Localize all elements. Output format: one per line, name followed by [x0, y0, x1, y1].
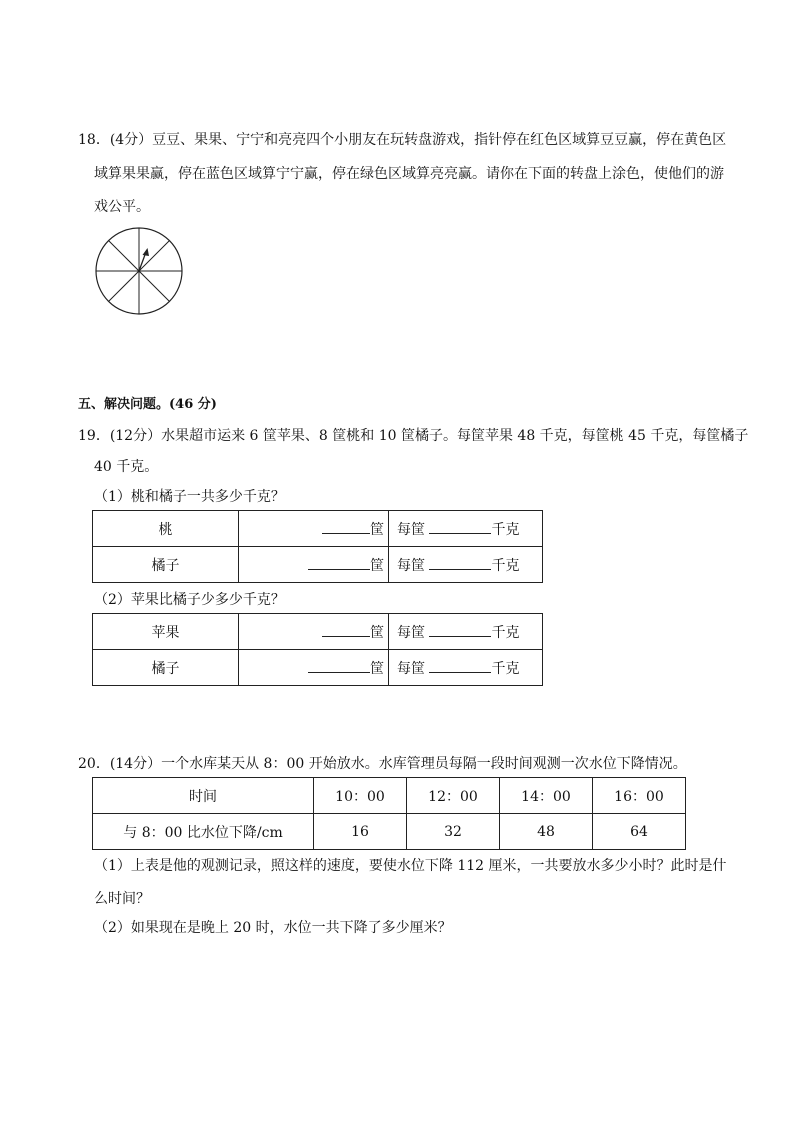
q18-line-2: 域算果果赢，停在蓝色区域算宁宁赢，停在绿色区域算亮亮赢。请你在下面的转盘上涂色，使他们的游 [94, 166, 724, 182]
weight-blank[interactable] [429, 519, 491, 534]
per-basket-label: 每筐 [397, 557, 425, 574]
q20-line-1: 20．(14分）一个水库某天从 8：00 开始放水。水库管理员每隔一段时间观测一次水位下降情况。 [78, 756, 687, 772]
q18-line-1: 18．(4分）豆豆、果果、宁宁和亮亮四个小朋友在玩转盘游戏，指针停在红色区域算豆豆赢，停在黄色区 [78, 132, 727, 148]
time-cell: 12：00 [407, 778, 500, 814]
fruit-name: 橘子 [93, 650, 239, 686]
time-cell: 16：00 [593, 778, 686, 814]
q19-part1-prompt: （1）桃和橘子一共多少千克？ [94, 489, 285, 505]
basket-unit: 筐 [370, 624, 384, 641]
basket-count-blank[interactable] [308, 658, 370, 673]
q20-part1-line-2: 么时间？ [94, 891, 150, 907]
value-cell: 16 [314, 814, 407, 850]
header-label: 时间 [93, 778, 314, 814]
table-header-row [93, 778, 686, 814]
weight-blank[interactable] [429, 658, 491, 673]
table-row [93, 614, 543, 650]
q19-line-2: 40 千克。 [94, 459, 159, 475]
per-basket-label: 每筐 [397, 624, 425, 641]
value-cell: 48 [500, 814, 593, 850]
table-row [93, 511, 543, 547]
per-basket-label: 每筐 [397, 521, 425, 538]
q19-line-1: 19．(12分）水果超市运来 6 筐苹果、8 筐桃和 10 筐橘子。每筐苹果 48 千克，每筐桃 45 千克，每筐橘子 [78, 428, 749, 444]
kg-unit: 千克 [491, 660, 520, 677]
table-row [93, 814, 686, 850]
per-basket-label: 每筐 [397, 660, 425, 677]
q19-part2-prompt: （2）苹果比橘子少多少千克？ [94, 592, 285, 608]
q18-line-3: 戏公平。 [94, 199, 150, 215]
fruit-name: 橘子 [93, 547, 239, 583]
time-cell: 10：00 [314, 778, 407, 814]
basket-count-blank[interactable] [322, 622, 370, 637]
table-row [93, 650, 543, 686]
water-level-table [92, 777, 686, 850]
table-row [93, 547, 543, 583]
section-5-title: 五、解决问题。(46 分) [78, 397, 217, 412]
spinner-pointer [139, 248, 149, 271]
fruit-name: 桃 [93, 511, 239, 547]
row-label: 与 8：00 比水位下降/cm [93, 814, 314, 850]
weight-blank[interactable] [429, 622, 491, 637]
time-cell: 14：00 [500, 778, 593, 814]
basket-unit: 筐 [370, 557, 384, 574]
basket-unit: 筐 [370, 521, 384, 538]
spinner-wheel[interactable] [94, 226, 184, 316]
kg-unit: 千克 [491, 557, 520, 574]
q20-part1-line-1: （1）上表是他的观测记录，照这样的速度，要使水位下降 112 厘米，一共要放水多少小时？此时是什 [94, 858, 727, 874]
kg-unit: 千克 [491, 521, 520, 538]
kg-unit: 千克 [491, 624, 520, 641]
basket-unit: 筐 [370, 660, 384, 677]
basket-count-blank[interactable] [322, 519, 370, 534]
value-cell: 32 [407, 814, 500, 850]
value-cell: 64 [593, 814, 686, 850]
basket-count-blank[interactable] [308, 555, 370, 570]
q19-part1-table [92, 510, 543, 583]
weight-blank[interactable] [429, 555, 491, 570]
q19-part2-table [92, 613, 543, 686]
q20-part2: （2）如果现在是晚上 20 时，水位一共下降了多少厘米？ [94, 920, 452, 936]
fruit-name: 苹果 [93, 614, 239, 650]
